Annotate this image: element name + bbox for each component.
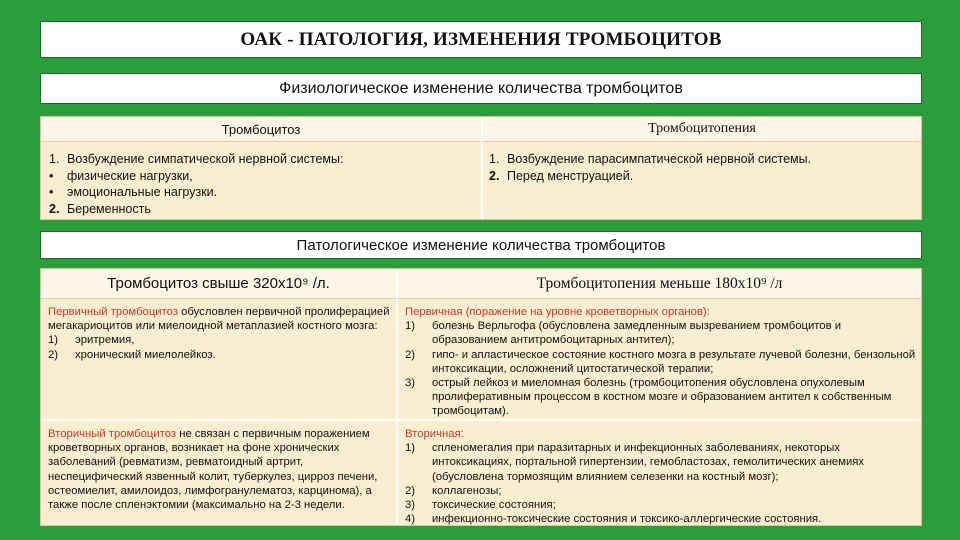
pathological-thrombocytopenia-header: Тромбоцитопения меньше 180х10⁹ /л [398,269,921,299]
list-item: 1) эритремия, [48,334,135,347]
pathological-table [40,268,922,526]
list-item: 2) гипо- и апластическое состояние костного мозга в результате лучевой болезни, бензольной интоксикации, осложнений цитостатической терапии; [405,348,916,375]
list-item: 4) инфекционно-токсические состояния и токсико-аллергические состояния. [405,513,822,526]
pathological-banner: Патологическое изменение количества тромбоцитов [40,231,922,259]
column-divider [396,269,398,525]
list-item: • физические нагрузки, [49,168,193,183]
list-item: 2) хронический миелолейкоз. [48,348,216,361]
secondary-thrombocytopenia-cell [405,427,917,526]
list-item: • эмоциональные нагрузки. [49,185,218,199]
primary-thrombocytosis-cell: Первичный тромбоцитоз обусловлен первичной пролиферацией мегакариоцитов или миелоидной метаплазией костного мозга: 1) эритремия, 2) хронический миелолейкоз. [48,306,390,361]
list-item: 3) острый лейкоз и миеломная болезнь (тромбоцитопения обусловлена опухолевым пролиферативным процессом в костном мозге и образованием антител к собственным тромбоцитам). [405,377,892,418]
row-divider [41,419,921,421]
secondary-thrombocytosis-term: Вторичный тромбоцитоз [48,428,177,440]
slide-title: ОАК - ПАТОЛОГИЯ, ИЗМЕНЕНИЯ ТРОМБОЦИТОВ [40,21,922,58]
list-item: 1) спленомегалия при паразитарных и инфекционных заболеваниях, некоторых интоксикациях, портальной гипертензии, гемобластозах, гемолитических анемиях (обусловлена тормозящим влиянием селезенки на костный мозг); [405,442,865,483]
secondary-thrombocytopenia-term: Вторичная: [405,428,464,440]
physiological-thrombocytopenia-list [489,151,919,184]
secondary-thrombocytosis-cell: Вторичный тромбоцитоз не связан с первичным поражением кроветворных органов, возникает на фоне хронических заболеваний (ревматизм, ревматоидный артрит, неспецифический язвенный колит, туберкулез, цирроз печени, остеомиелит, амилоидоз, лимфогранулематоз, карцинома), а также после спленэктомии (максимально на 2-3 недели. [48,428,378,512]
list-item: 2. Беременность [49,201,151,216]
list-item: 2) коллагенозы; [405,484,502,497]
list-item: 1. Возбуждение симпатической нервной системы: [49,152,344,166]
primary-thrombocytosis-term: Первичный тромбоцитоз [48,306,178,318]
list-item: 3) токсические состояния; [405,499,556,512]
primary-thrombocytopenia-term: Первичная (поражение на уровне кроветворных органов): [405,306,710,318]
primary-thrombocytopenia-cell [405,305,917,419]
physiological-thrombocytopenia-header: Тромбоцитопения [483,117,921,142]
physiological-table [40,116,922,220]
list-item: 1) болезнь Верльгофа (обусловлена замедленным вызреванием тромбоцитов и образованием антитромбоцитарных антител); [405,320,842,347]
list-item: 2. Перед менструацией. [489,168,634,183]
column-divider [481,117,483,219]
physiological-thrombocytosis-list [49,151,474,217]
physiological-banner: Физиологическое изменение количества тромбоцитов [40,73,922,104]
list-item: 1. Возбуждение парасимпатической нервной системы. [489,152,812,166]
physiological-thrombocytosis-header: Тромбоцитоз [41,117,481,142]
pathological-thrombocytosis-header: Тромбоцитоз свыше 320х10⁹ /л. [41,269,396,299]
